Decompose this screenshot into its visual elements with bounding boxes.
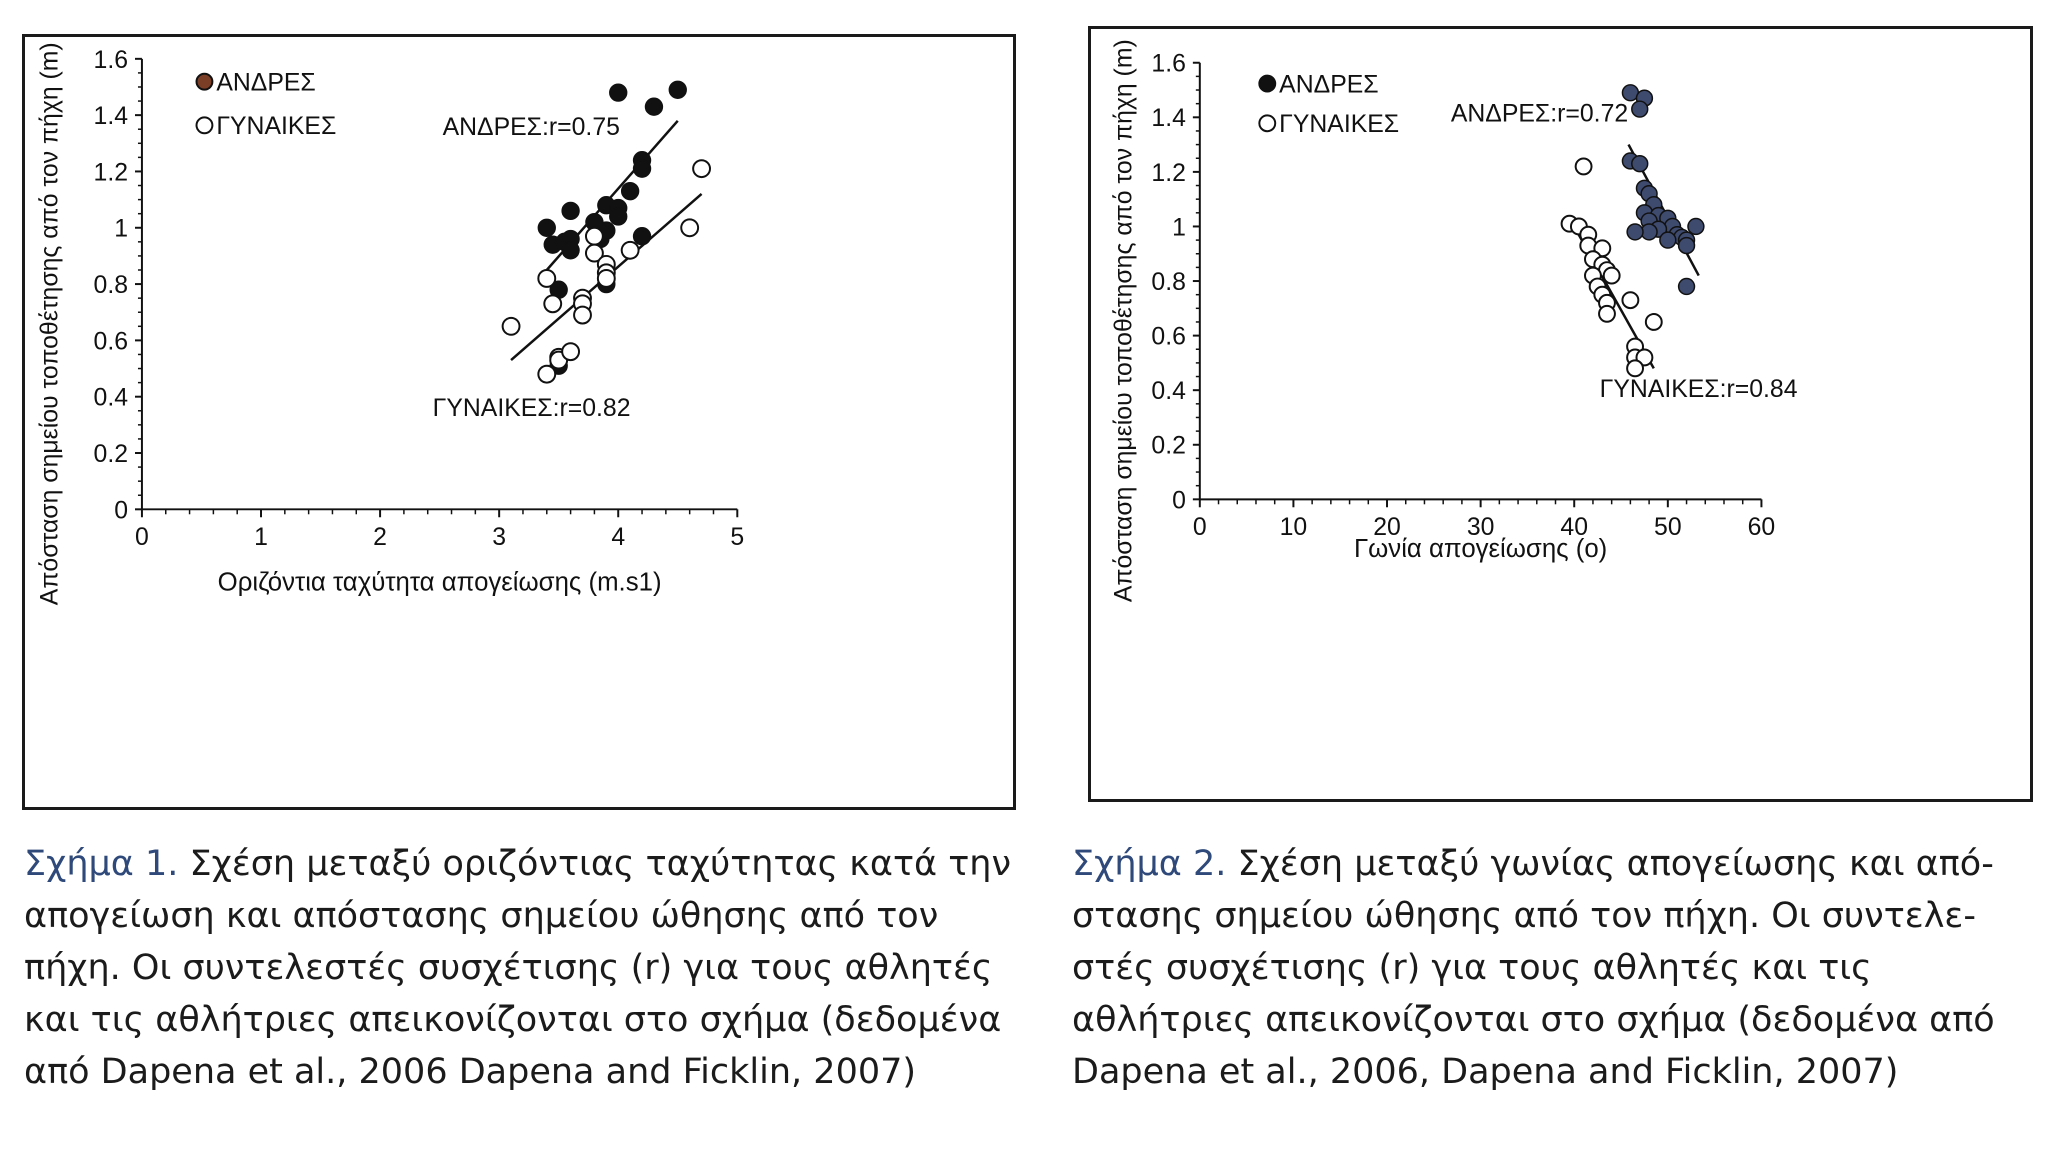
y-tick-label: 1 xyxy=(1172,214,1186,242)
legend-label-men: ΑΝΔΡΕΣ xyxy=(1279,71,1379,99)
figure-2-caption-line: Dapena et al., 2006, Dapena and Ficklin, 2007) xyxy=(1072,1052,1899,1092)
correlation-annotation-men: ΑΝΔΡΕΣ:r=0.72 xyxy=(1450,100,1629,128)
data-point-men xyxy=(634,228,651,245)
data-point-men xyxy=(538,219,555,236)
data-point-men xyxy=(1688,219,1704,235)
data-point-women xyxy=(1604,268,1620,284)
x-tick-label: 40 xyxy=(1560,514,1589,542)
data-point-men xyxy=(610,208,627,225)
data-point-women xyxy=(586,228,603,245)
data-point-men xyxy=(622,183,639,200)
data-point-men xyxy=(646,98,663,115)
figure-1-caption-line: Σχέση μεταξύ οριζόντιας ταχύτητας κατά την xyxy=(178,844,1012,884)
x-tick-label: 3 xyxy=(492,524,507,552)
y-tick-label: 1.4 xyxy=(93,103,129,131)
figure-1-caption-line: πήχη. Οι συντελεστές συσχέτισης (r) για τους αθλητές xyxy=(24,948,993,988)
y-tick-label: 1.6 xyxy=(93,46,129,74)
figure-1-caption xyxy=(24,838,1014,1098)
data-point-women xyxy=(544,295,561,312)
legend-marker-men xyxy=(197,74,213,90)
correlation-annotation-men: ΑΝΔΡΕΣ:r=0.75 xyxy=(442,114,620,142)
data-point-women xyxy=(1646,314,1662,330)
x-tick-label: 30 xyxy=(1466,514,1495,542)
data-point-men xyxy=(562,242,579,259)
legend-label-women: ΓΥΝΑΙΚΕΣ xyxy=(216,113,337,141)
legend-marker-men xyxy=(1259,76,1275,92)
data-point-women xyxy=(1622,292,1638,308)
legend-label-men: ΑΝΔΡΕΣ xyxy=(216,69,316,97)
figure-2-caption-line: στές συσχέτισης (r) για τους αθλητές και τις xyxy=(1072,948,1872,988)
data-point-women xyxy=(538,270,555,287)
data-point-women xyxy=(1627,360,1643,376)
figure-1-caption-line: και τις αθλήτριες απεικονίζονται στο σχήμα (δεδομένα xyxy=(24,1000,1002,1040)
y-tick-label: 1 xyxy=(114,215,129,243)
data-point-men xyxy=(562,202,579,219)
figure-2-chart xyxy=(1088,26,2033,802)
y-tick-label: 0 xyxy=(114,497,129,525)
chart-1-svg xyxy=(25,37,1013,807)
figure-2-caption-line: στασης σημείου ώθησης από τον πήχη. Οι συντελε- xyxy=(1072,896,1976,936)
figure-2-caption-line: Σχέση μεταξύ γωνίας απογείωσης και από- xyxy=(1226,844,1994,884)
x-tick-label: 60 xyxy=(1747,514,1776,542)
y-tick-label: 0.2 xyxy=(93,440,129,468)
y-axis-label: Απόσταση σημείου τοποθέτησης από τον πήχη (m) xyxy=(1110,39,1138,603)
data-point-men xyxy=(610,84,627,101)
data-point-women xyxy=(598,270,615,287)
legend-marker-women xyxy=(1259,115,1275,131)
data-point-women xyxy=(693,160,710,177)
y-tick-label: 0.6 xyxy=(1151,323,1186,351)
y-tick-label: 0 xyxy=(1172,487,1186,515)
y-axis-label: Απόσταση σημείου τοποθέτησης από τον πήχη (m) xyxy=(36,42,64,606)
y-tick-label: 0.8 xyxy=(1151,268,1186,296)
figure-2-caption-label: Σχήμα 2. xyxy=(1072,844,1227,884)
figure-1-caption-label: Σχήμα 1. xyxy=(24,844,179,884)
y-tick-label: 1.4 xyxy=(1151,105,1186,133)
x-axis-label: Οριζόντια ταχύτητα απογείωσης (m.s1) xyxy=(217,568,662,597)
figure-1-caption-line: από Dapena et al., 2006 Dapena and Ficklin, 2007) xyxy=(24,1052,917,1092)
figure-2-caption xyxy=(1072,838,2042,1098)
y-tick-label: 0.2 xyxy=(1151,432,1186,460)
y-tick-label: 0.6 xyxy=(93,328,129,356)
data-point-men xyxy=(1627,224,1643,240)
data-point-men xyxy=(1632,101,1648,117)
figure-2-caption-line: αθλήτριες απεικονίζονται στο σχήμα (δεδομένα από xyxy=(1072,1000,1995,1040)
data-point-women xyxy=(1599,306,1615,322)
x-tick-label: 5 xyxy=(730,524,745,552)
data-point-women xyxy=(1576,158,1592,174)
figure-1-caption-line: απογείωση και απόστασης σημείου ώθησης από τον xyxy=(24,896,939,936)
y-tick-label: 1.6 xyxy=(1151,50,1186,78)
y-tick-label: 0.8 xyxy=(93,272,129,300)
data-point-men xyxy=(669,81,686,98)
data-point-women xyxy=(622,242,639,259)
x-tick-label: 1 xyxy=(254,524,268,552)
data-point-men xyxy=(634,160,651,177)
x-tick-label: 4 xyxy=(611,524,626,552)
figure-1-chart xyxy=(22,34,1016,810)
x-tick-label: 10 xyxy=(1279,514,1308,542)
data-point-men xyxy=(1660,232,1676,248)
data-point-women xyxy=(538,366,555,383)
y-tick-label: 0.4 xyxy=(93,384,129,412)
y-tick-label: 1.2 xyxy=(93,159,129,187)
correlation-annotation-women: ΓΥΝΑΙΚΕΣ:r=0.82 xyxy=(432,395,631,423)
data-point-women xyxy=(574,307,591,324)
y-tick-label: 0.4 xyxy=(1151,378,1186,406)
legend-label-women: ΓΥΝΑΙΚΕΣ xyxy=(1279,111,1400,139)
x-tick-label: 50 xyxy=(1654,514,1682,542)
y-tick-label: 1.2 xyxy=(1151,159,1186,187)
data-point-men xyxy=(1679,238,1695,254)
data-point-women xyxy=(562,343,579,360)
x-tick-label: 2 xyxy=(373,524,387,552)
x-tick-label: 0 xyxy=(1192,514,1207,542)
data-point-men xyxy=(1679,279,1695,295)
x-axis-label: Γωνία απογείωσης (ο) xyxy=(1353,534,1608,563)
correlation-annotation-women: ΓΥΝΑΙΚΕΣ:r=0.84 xyxy=(1599,376,1798,404)
data-point-women xyxy=(681,219,698,236)
x-tick-label: 0 xyxy=(135,524,149,552)
chart-2-svg xyxy=(1091,29,2030,799)
x-tick-label: 20 xyxy=(1373,514,1401,542)
legend-marker-women xyxy=(197,117,213,133)
data-point-men xyxy=(1632,156,1648,172)
data-point-women xyxy=(503,318,520,335)
